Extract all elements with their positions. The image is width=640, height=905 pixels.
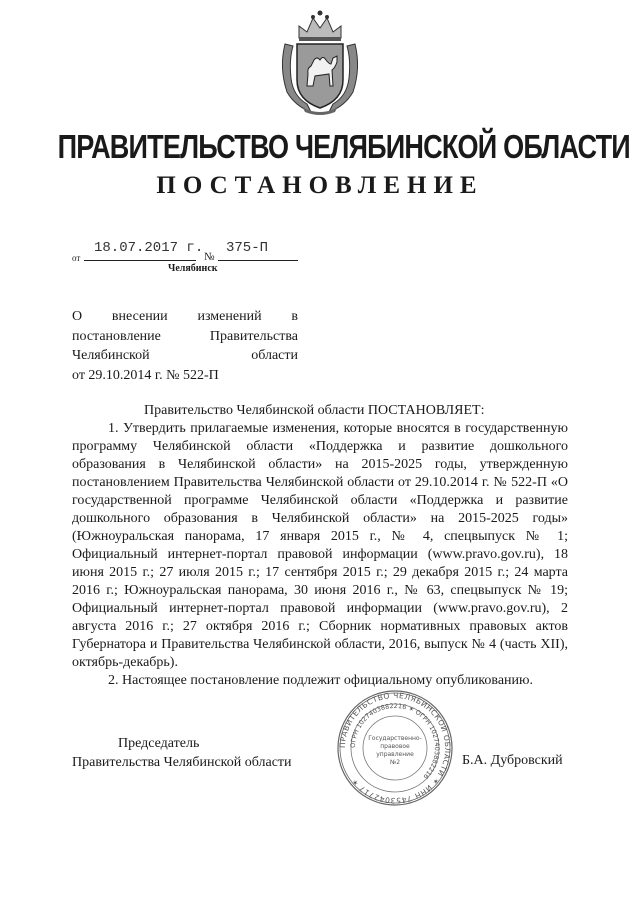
body-intro: Правительство Челябинской области ПОСТАНОВЛЯЕТ: [144, 403, 485, 418]
signer-position [72, 734, 292, 772]
document-type-heading: ПОСТАНОВЛЕНИЕ [156, 172, 484, 199]
date-label: от [72, 253, 81, 263]
document-body [72, 402, 568, 690]
date-underline [84, 260, 196, 261]
svg-text:№2: №2 [389, 759, 401, 766]
number-underline [218, 260, 298, 261]
subject-line: О внесении изменений в [72, 309, 298, 324]
issue-city: Челябинск [168, 263, 218, 274]
seal-outer-text: ПРАВИТЕЛЬСТВО ЧЕЛЯБИНСКОЙ ОБЛАСТИ ✶ ИНН 7453042717 ✶ [337, 690, 453, 806]
number-label: № [204, 251, 215, 263]
registration-block [72, 240, 312, 280]
signer-position-line1: Председатель [118, 736, 200, 751]
svg-text:правовое: правовое [380, 743, 410, 750]
coat-of-arms-emblem [277, 8, 363, 116]
government-title: ПРАВИТЕЛЬСТВО ЧЕЛЯБИНСКОЙ ОБЛАСТИ [57, 128, 630, 165]
subject-line: Челябинской области [72, 348, 298, 363]
document-number: 375-П [226, 240, 269, 256]
body-item-1: 1. Утвердить прилагаемые изменения, которые вносятся в государственную программу Челябинской области «Поддержка и развитие дошкольного образования в Челябинской области» на 2015-2025 годы, утвержденную постановлением Правительства Челябинской области от 29.10.2014 г. № 522-П «О государственной программе Челябинской области «Поддержка и развитие дошкольного образования в Челябинской области» на 2015-2025 годы» (Южноуральская панорама, 17 января 2015 г., № 4, спецвыпуск № 1; Официальный интернет-портал правовой информации (www.pravo.gov.ru), 18 июня 2015 г.; 27 июля 2015 г.; 17 сентября 2015 г.; 29 декабря 2015 г.; 24 марта 2016 г.; Южноуральская панорама, 30 июня 2016 г., № 63, спецвыпуск № 19; Официальный интернет-портал правовой информации (www.pravo.gov.ru), 2 августа 2016 г.; 27 октября 2016 г.; Сборник нормативных правовых актов Губернатора и Правительства Челябинской области, 2016, выпуск № 4 (часть XII), октябрь-декабрь). [72, 421, 568, 670]
document-date: 18.07.2017 г. [94, 240, 204, 256]
document-subject [72, 307, 298, 385]
svg-text:Государственно-: Государственно- [368, 735, 422, 742]
seal-ogrn-text: ОГРН 1027403882216 ✶ ОГРН 1027403882216 [348, 701, 442, 781]
body-item-2: 2. Настоящее постановление подлежит официальному опубликованию. [108, 673, 533, 688]
subject-line: постановление Правительства [72, 328, 298, 344]
official-seal-stamp [335, 688, 455, 808]
signer-name: Б.А. Дубровский [462, 753, 563, 768]
signer-position-line2: Правительства Челябинской области [72, 755, 292, 770]
svg-text:управление: управление [376, 751, 414, 758]
subject-line: от 29.10.2014 г. № 522-П [72, 367, 219, 383]
